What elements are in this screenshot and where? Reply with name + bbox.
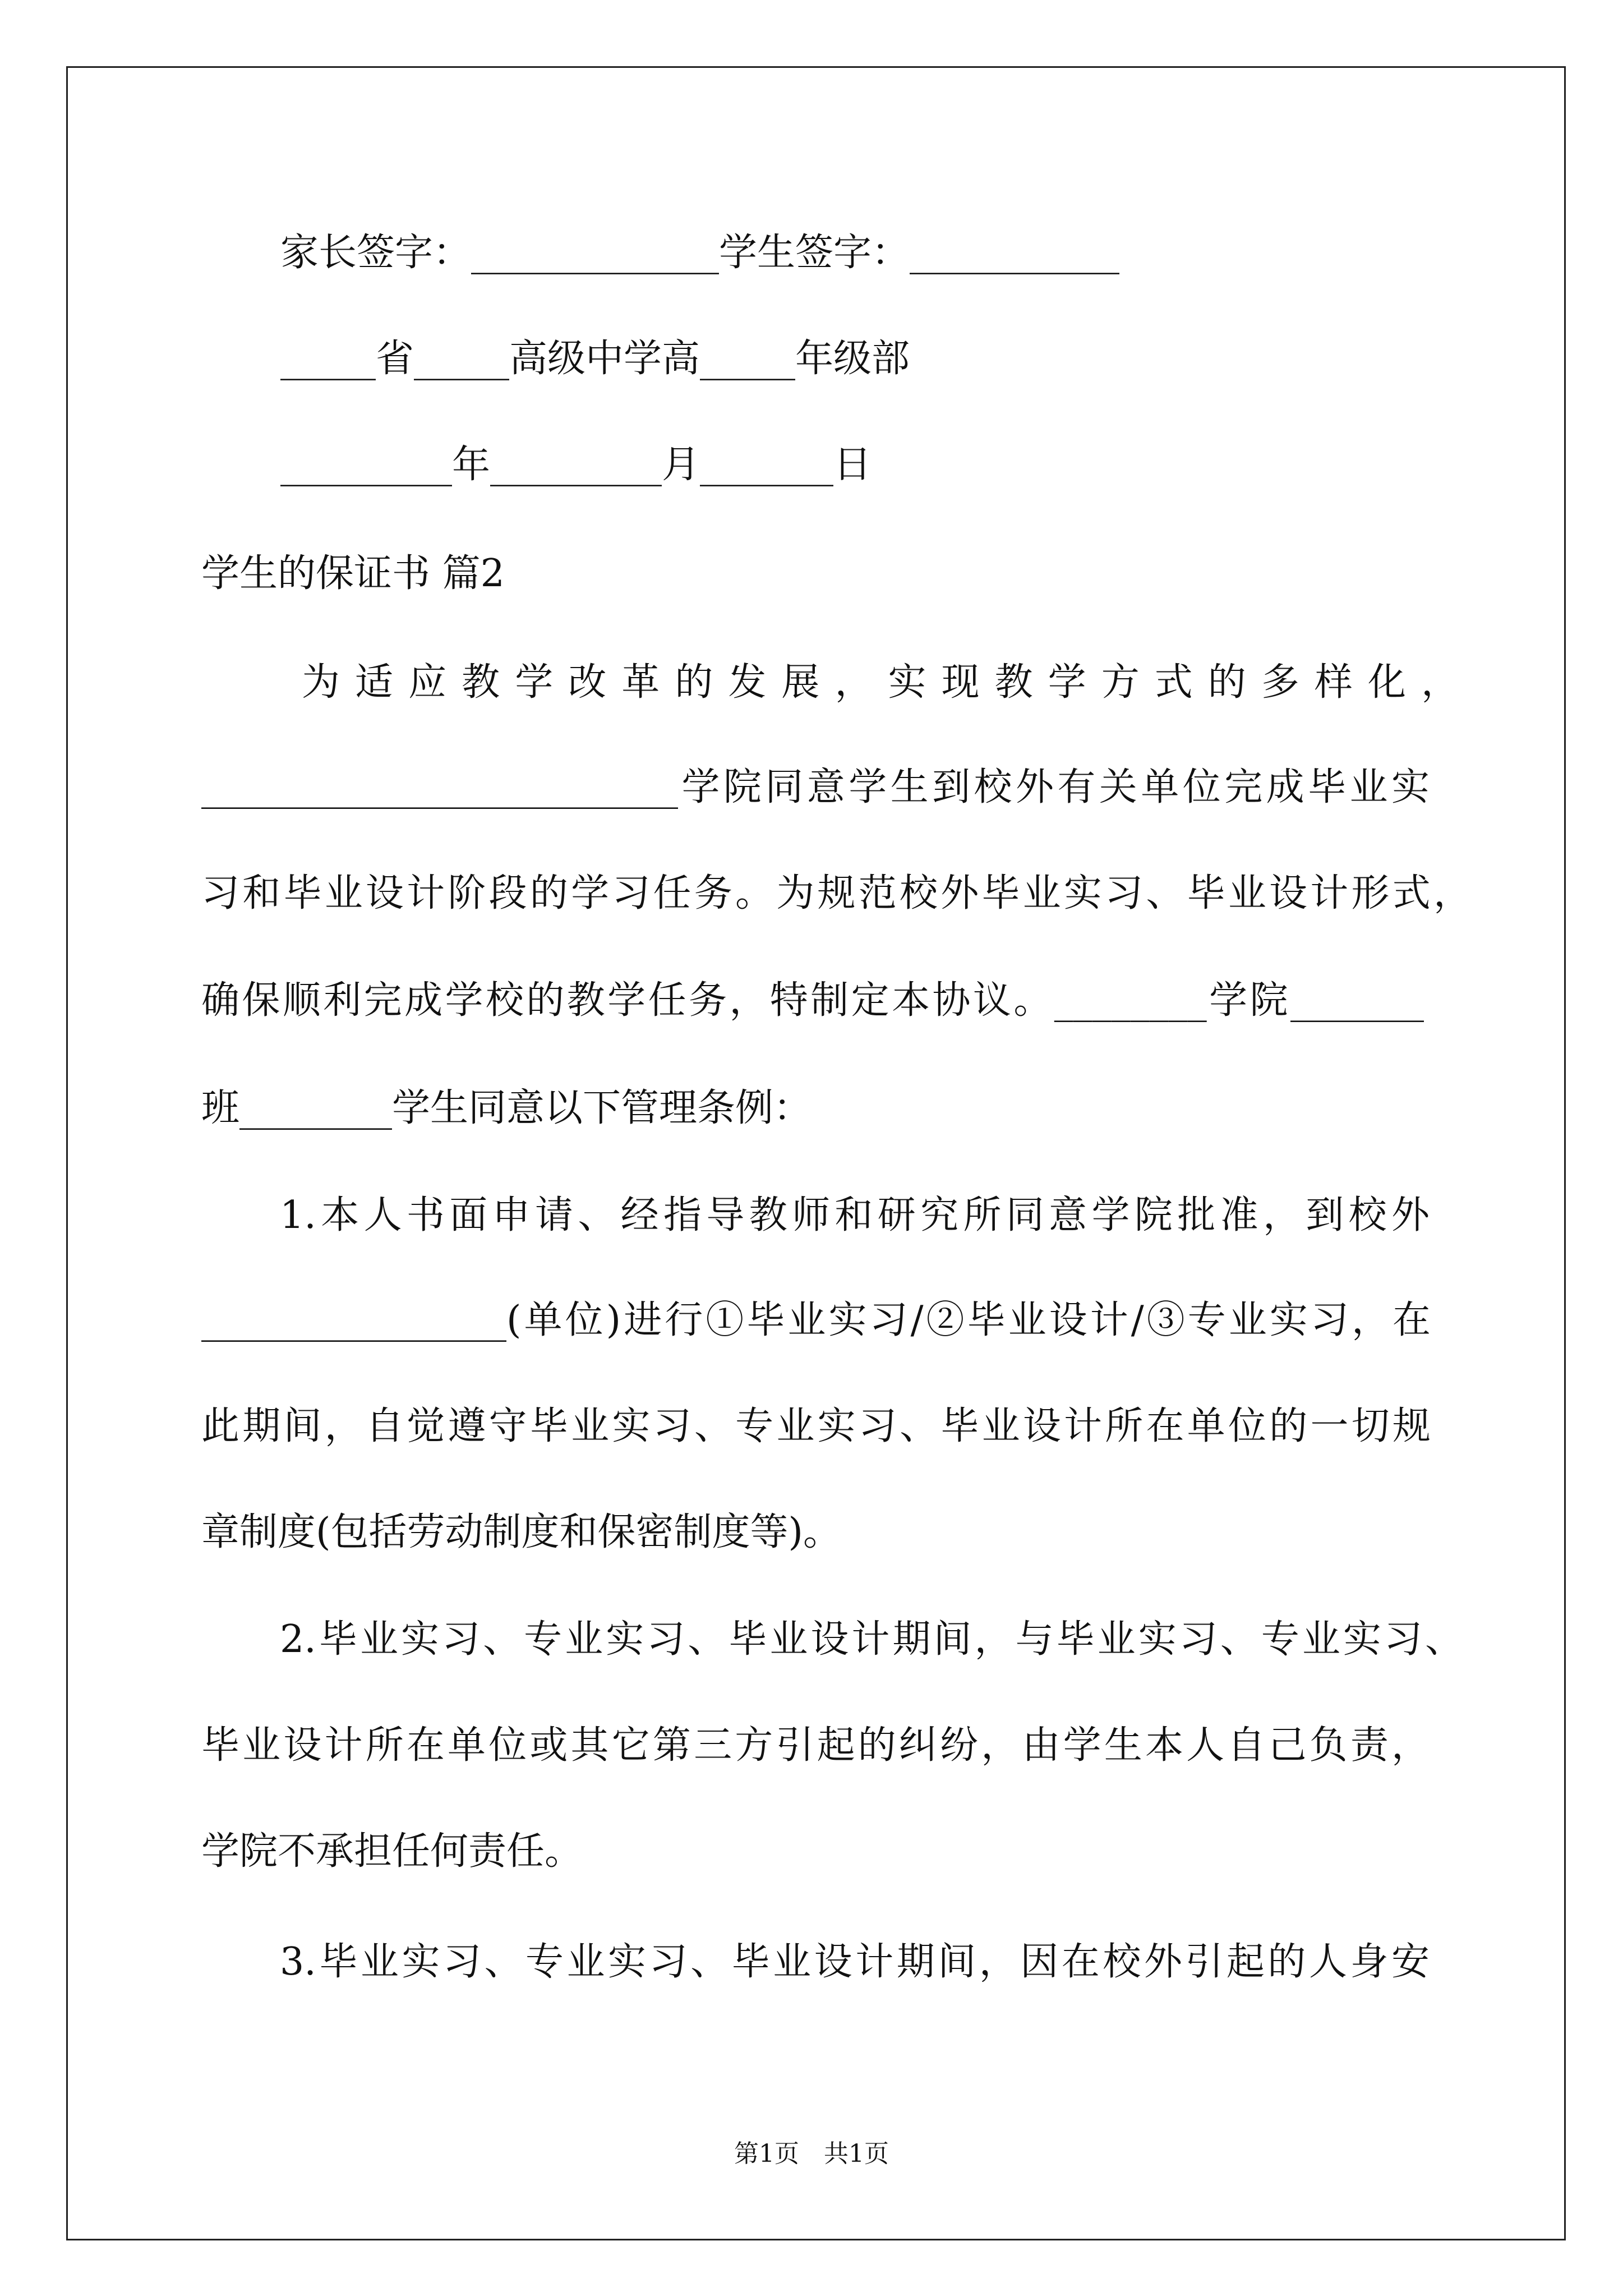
page-border: [66, 66, 1566, 2240]
section-heading: 学生的保证书 篇2: [201, 551, 505, 596]
paragraph-line: 此期间，自觉遵守毕业实习、专业实习、毕业设计所在单位的一切规: [201, 1404, 1431, 1448]
paragraph-line: _________________________学院同意学生到校外有关单位完成毕业实: [201, 765, 1430, 809]
page-number: 第1页 共1页: [734, 2139, 889, 2168]
date-line: _________年_________月_______日: [280, 443, 872, 487]
school-line: _____省_____高级中学高_____年级部: [280, 337, 910, 381]
paragraph-line: 班________学生同意以下管理条例：: [201, 1086, 812, 1130]
paragraph-line: 学院不承担任何责任。: [201, 1829, 583, 1874]
paragraph-line: 为适应教学改革的发展，实现教学方式的多样化，: [302, 660, 1459, 705]
paragraph-line: 3.毕业实习、专业实习、毕业设计期间，因在校外引起的人身安: [280, 1940, 1430, 1984]
paragraph-line: 确保顺利完成学校的教学任务，特制定本协议。________学院_______: [201, 978, 1424, 1023]
paragraph-line: 章制度(包括劳动制度和保密制度等)。: [201, 1510, 842, 1554]
paragraph-line: 2.毕业实习、专业实习、毕业设计期间，与毕业实习、专业实习、: [280, 1617, 1463, 1662]
paragraph-line: 毕业设计所在单位或其它第三方引起的纠纷，由学生本人自己负责，: [201, 1723, 1430, 1768]
signature-line: 家长签字：_____________学生签字：___________: [280, 231, 1120, 275]
paragraph-line: 1.本人书面申请、经指导教师和研究所同意学院批准，到校外: [280, 1193, 1430, 1237]
paragraph-line: 习和毕业设计阶段的学习任务。为规范校外毕业实习、毕业设计形式，: [201, 871, 1472, 915]
paragraph-line: ________________(单位)进行①毕业实习/②毕业设计/③专业实习，在: [201, 1298, 1431, 1342]
